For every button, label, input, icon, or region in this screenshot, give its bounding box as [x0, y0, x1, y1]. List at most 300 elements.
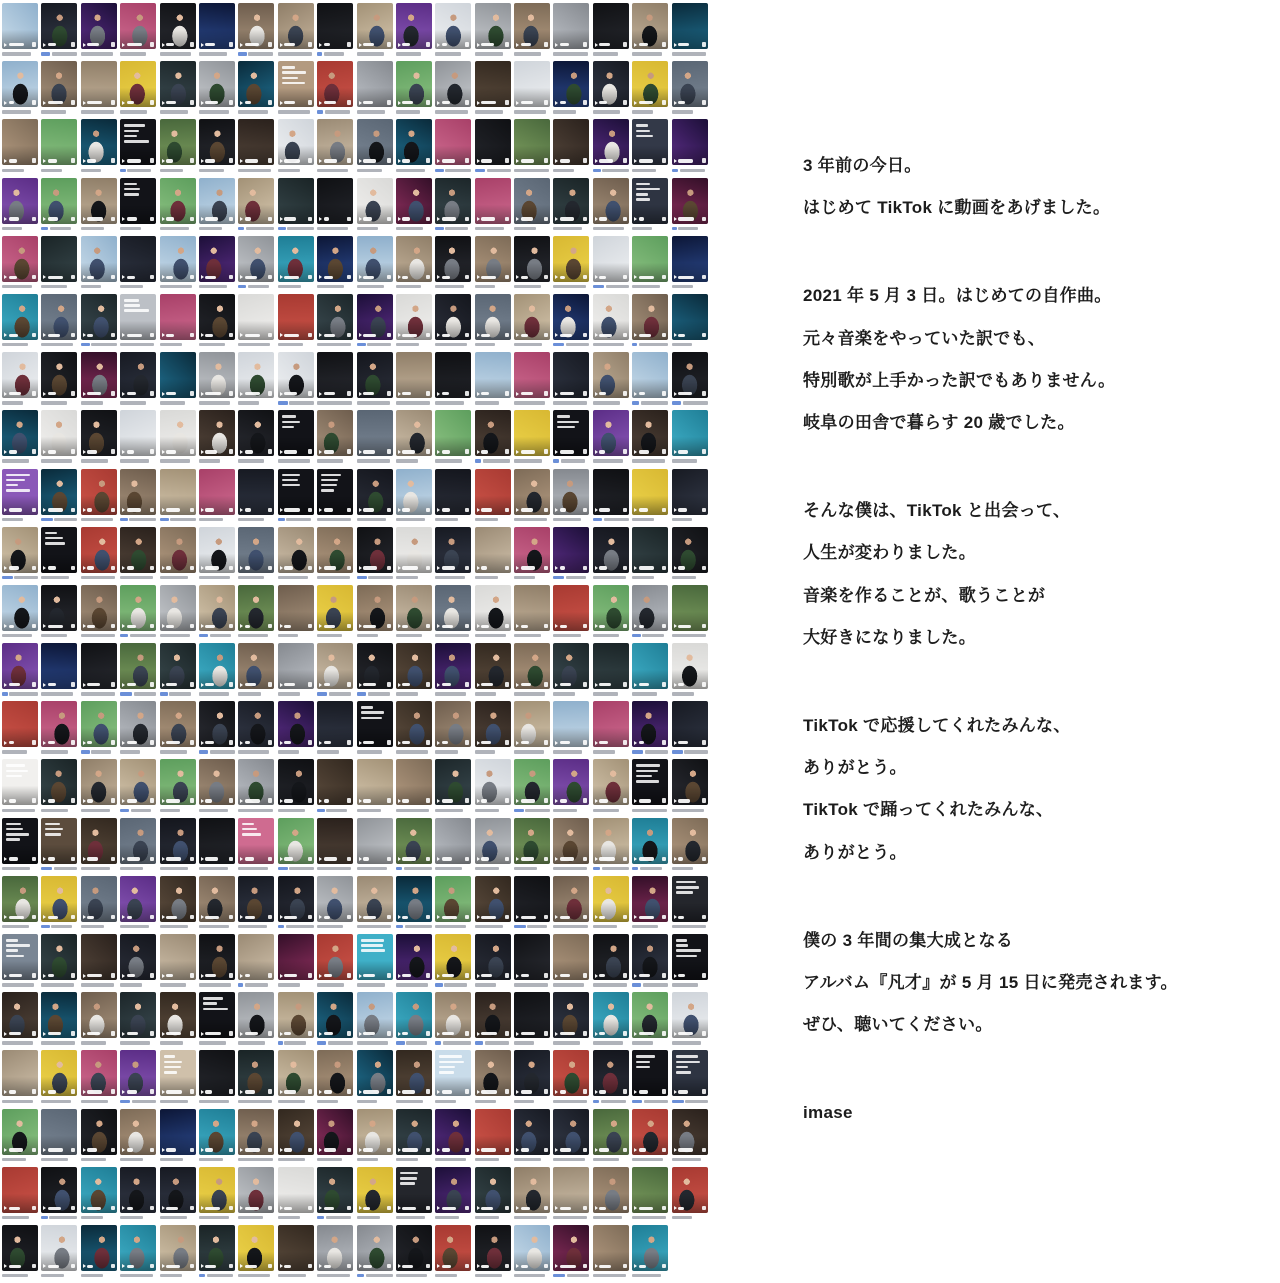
sound-icon	[190, 275, 194, 280]
video-thumbnail-cell	[396, 119, 432, 177]
video-thumbnail-cell	[238, 643, 274, 701]
caption-text-bar	[672, 1215, 708, 1220]
video-cover	[317, 352, 353, 398]
caption-text-bar	[120, 866, 156, 871]
play-icon	[437, 857, 440, 861]
video-cover	[120, 585, 156, 631]
sound-icon	[150, 1031, 154, 1036]
play-icon	[201, 1148, 204, 1152]
video-cover	[81, 527, 117, 573]
caption-text-bar	[514, 226, 550, 231]
view-count-overlay	[201, 450, 217, 454]
play-icon	[516, 217, 519, 221]
sound-icon	[623, 391, 627, 396]
play-icon	[634, 566, 637, 570]
play-icon	[437, 683, 440, 687]
view-count-overlay	[398, 1090, 415, 1094]
view-count-overlay	[634, 799, 651, 803]
sound-icon	[190, 158, 194, 163]
video-cover	[238, 352, 274, 398]
video-thumbnail-cell	[160, 119, 196, 177]
play-icon	[634, 275, 637, 279]
video-thumbnail-cell	[160, 236, 196, 294]
sound-icon	[347, 42, 351, 47]
caption-text-bar	[553, 52, 589, 57]
caption-text-bar	[2, 983, 38, 988]
video-cover	[120, 294, 156, 340]
video-thumbnail-cell	[199, 3, 235, 61]
caption-text-bar	[81, 284, 117, 289]
view-count-overlay	[319, 1206, 334, 1210]
view-count-overlay	[398, 741, 410, 745]
view-count-overlay	[595, 915, 605, 919]
view-count-overlay	[437, 741, 447, 745]
view-count-overlay	[201, 392, 221, 396]
video-thumbnail-cell	[2, 643, 38, 701]
sound-icon	[583, 682, 587, 687]
video-thumbnail-cell	[632, 1109, 668, 1167]
sound-icon	[505, 798, 509, 803]
play-icon	[437, 101, 440, 105]
video-cover	[553, 1167, 589, 1213]
view-count-overlay	[122, 333, 142, 337]
video-thumbnail-cell	[435, 527, 471, 585]
caption-text-bar	[120, 459, 156, 464]
view-count-overlay	[122, 508, 141, 512]
video-thumbnail-cell	[475, 992, 511, 1050]
video-cover	[672, 527, 708, 573]
view-count-overlay	[477, 217, 495, 221]
caption-text-bar	[396, 168, 432, 173]
play-icon	[280, 450, 283, 454]
video-cover	[238, 410, 274, 456]
video-cover	[475, 1109, 511, 1155]
play-icon	[595, 450, 598, 454]
sound-icon	[702, 915, 706, 920]
video-cover	[475, 876, 511, 922]
sound-icon	[268, 566, 272, 571]
video-thumbnail-cell	[278, 1225, 314, 1283]
sound-icon	[544, 508, 548, 513]
video-thumbnail-cell	[278, 119, 314, 177]
video-cover	[278, 352, 314, 398]
play-icon	[43, 1090, 46, 1094]
play-icon	[280, 159, 283, 163]
play-icon	[83, 392, 86, 396]
video-cover	[593, 1109, 629, 1155]
play-icon	[83, 857, 86, 861]
play-icon	[359, 1032, 362, 1036]
view-count-overlay	[674, 857, 684, 861]
view-count-overlay	[122, 392, 136, 396]
sound-icon	[544, 740, 548, 745]
sound-icon	[308, 449, 312, 454]
view-count-overlay	[477, 1090, 497, 1094]
view-count-overlay	[595, 683, 611, 687]
caption-text-bar	[199, 110, 235, 115]
play-icon	[674, 1206, 677, 1210]
view-count-overlay	[240, 450, 252, 454]
video-cover	[553, 527, 589, 573]
sound-icon	[308, 624, 312, 629]
caption-text-bar	[357, 226, 393, 231]
play-icon	[359, 624, 362, 628]
video-cover	[2, 3, 38, 49]
sound-icon	[702, 798, 706, 803]
caption-text-bar	[41, 1215, 77, 1220]
video-cover	[475, 178, 511, 224]
play-icon	[477, 43, 480, 47]
video-cover	[120, 178, 156, 224]
sound-icon	[544, 624, 548, 629]
video-thumbnail-cell	[317, 1109, 353, 1167]
caption-text-bar	[199, 1041, 235, 1046]
video-cover	[435, 1167, 471, 1213]
video-thumbnail-cell	[238, 701, 274, 759]
play-icon	[122, 508, 125, 512]
caption-text-bar	[553, 983, 589, 988]
view-count-overlay	[201, 974, 216, 978]
play-icon	[240, 1264, 243, 1268]
play-icon	[43, 624, 46, 628]
view-count-overlay	[437, 974, 454, 978]
video-thumbnail-cell	[81, 643, 117, 701]
sound-icon	[150, 333, 154, 338]
video-cover	[514, 992, 550, 1038]
play-icon	[674, 741, 677, 745]
video-cover	[396, 469, 432, 515]
sound-icon	[347, 1264, 351, 1269]
video-cover	[238, 236, 274, 282]
letter-paragraph-intro	[803, 145, 1243, 229]
play-icon	[477, 624, 480, 628]
video-cover	[199, 759, 235, 805]
video-thumbnail-cell	[632, 992, 668, 1050]
video-thumbnail-cell	[278, 1050, 314, 1108]
caption-text-bar	[238, 517, 274, 522]
video-thumbnail-cell	[357, 469, 393, 527]
caption-text-bar	[81, 575, 117, 580]
video-thumbnail-cell	[357, 178, 393, 236]
play-icon	[398, 683, 401, 687]
play-icon	[555, 566, 558, 570]
caption-text-bar	[2, 1099, 38, 1104]
video-cover	[514, 701, 550, 747]
video-cover	[2, 352, 38, 398]
view-count-overlay	[516, 43, 531, 47]
view-count-overlay	[437, 217, 456, 221]
caption-text-bar	[514, 1157, 550, 1162]
video-thumbnail-cell	[199, 759, 235, 817]
sound-icon	[268, 1206, 272, 1211]
video-cover	[2, 61, 38, 107]
play-icon	[83, 799, 86, 803]
video-thumbnail-cell	[396, 178, 432, 236]
letter-line: 僕の 3 年間の集大成となる	[803, 930, 1014, 950]
sound-icon	[583, 1031, 587, 1036]
caption-text-bar	[81, 1041, 117, 1046]
play-icon	[595, 43, 598, 47]
play-icon	[162, 1264, 165, 1268]
video-cover	[238, 759, 274, 805]
video-cover	[81, 818, 117, 864]
sound-icon	[505, 682, 509, 687]
play-icon	[280, 1264, 283, 1268]
view-count-overlay	[359, 683, 377, 687]
view-count-overlay	[674, 333, 686, 337]
sound-icon	[387, 158, 391, 163]
video-thumbnail-cell	[317, 178, 353, 236]
play-icon	[43, 1264, 46, 1268]
caption-text-bar	[632, 168, 668, 173]
sound-icon	[308, 1148, 312, 1153]
caption-text-bar	[199, 575, 235, 580]
video-cover	[238, 643, 274, 689]
view-count-overlay	[162, 159, 173, 163]
video-thumbnail-cell	[553, 643, 589, 701]
video-thumbnail-cell	[396, 876, 432, 934]
video-thumbnail-cell	[672, 934, 708, 992]
view-count-overlay	[359, 1148, 374, 1152]
letter-line: ぜひ、聴いてください。	[803, 1015, 993, 1035]
play-icon	[674, 217, 677, 221]
play-icon	[122, 392, 125, 396]
video-thumbnail-cell	[357, 992, 393, 1050]
video-cover	[238, 1109, 274, 1155]
video-thumbnail-cell	[632, 119, 668, 177]
video-thumbnail-cell	[41, 3, 77, 61]
video-cover	[475, 352, 511, 398]
video-cover	[435, 527, 471, 573]
caption-text-bar	[593, 750, 629, 755]
caption-text-bar	[2, 168, 38, 173]
play-icon	[477, 683, 480, 687]
video-thumbnail-cell	[435, 178, 471, 236]
view-count-overlay	[43, 392, 56, 396]
sound-icon	[387, 275, 391, 280]
video-cover	[593, 876, 629, 922]
sound-icon	[347, 798, 351, 803]
play-icon	[634, 741, 637, 745]
sound-icon	[583, 508, 587, 513]
video-thumbnail-cell	[435, 701, 471, 759]
video-cover	[41, 352, 77, 398]
sound-icon	[150, 1264, 154, 1269]
play-icon	[398, 624, 401, 628]
sound-icon	[583, 1089, 587, 1094]
view-count-overlay	[4, 159, 17, 163]
video-cover	[199, 818, 235, 864]
sound-icon	[150, 42, 154, 47]
caption-text-bar	[199, 924, 235, 929]
caption-text-bar	[475, 401, 511, 406]
caption-text-bar	[41, 866, 77, 871]
play-icon	[555, 43, 558, 47]
view-count-overlay	[122, 857, 140, 861]
sound-icon	[583, 100, 587, 105]
video-cover	[632, 527, 668, 573]
video-thumbnail-cell	[632, 876, 668, 934]
caption-text-bar	[514, 284, 550, 289]
sound-icon	[387, 449, 391, 454]
view-count-overlay	[477, 1206, 493, 1210]
view-count-overlay	[555, 683, 571, 687]
play-icon	[477, 1090, 480, 1094]
view-count-overlay	[83, 1206, 101, 1210]
play-icon	[437, 974, 440, 978]
sound-icon	[623, 333, 627, 338]
play-icon	[437, 915, 440, 919]
video-thumbnail-cell	[120, 934, 156, 992]
play-icon	[280, 566, 283, 570]
sound-icon	[229, 333, 233, 338]
play-icon	[43, 566, 46, 570]
video-cover	[160, 469, 196, 515]
view-count-overlay	[634, 1264, 646, 1268]
video-thumbnail-cell	[120, 119, 156, 177]
view-count-overlay	[398, 159, 410, 163]
video-thumbnail-cell	[396, 1167, 432, 1225]
video-cover	[672, 934, 708, 980]
video-thumbnail-cell	[81, 178, 117, 236]
sound-icon	[268, 915, 272, 920]
caption-text-bar	[317, 110, 353, 115]
video-cover	[238, 3, 274, 49]
play-icon	[674, 508, 677, 512]
video-cover	[41, 934, 77, 980]
video-cover	[475, 410, 511, 456]
view-count-overlay	[555, 450, 574, 454]
play-icon	[319, 799, 322, 803]
caption-text-bar	[632, 866, 668, 871]
caption-text-bar	[2, 808, 38, 813]
play-icon	[437, 1148, 440, 1152]
caption-text-bar	[160, 459, 196, 464]
video-thumbnail-cell	[2, 3, 38, 61]
play-icon	[555, 683, 558, 687]
video-thumbnail-cell	[317, 1167, 353, 1225]
sound-icon	[505, 100, 509, 105]
sound-icon	[308, 798, 312, 803]
view-count-overlay	[83, 450, 97, 454]
view-count-overlay	[319, 1032, 333, 1036]
view-count-overlay	[4, 450, 17, 454]
caption-text-bar	[41, 401, 77, 406]
caption-text-bar	[672, 226, 708, 231]
sound-icon	[702, 1089, 706, 1094]
play-icon	[437, 275, 440, 279]
caption-text-bar	[435, 110, 471, 115]
caption-text-bar	[41, 110, 77, 115]
play-icon	[43, 683, 46, 687]
video-cover	[81, 1050, 117, 1096]
video-thumbnail-cell	[514, 61, 550, 119]
sound-icon	[32, 624, 36, 629]
caption-text-bar	[317, 866, 353, 871]
play-icon	[398, 1032, 401, 1036]
sound-icon	[505, 275, 509, 280]
sound-icon	[32, 100, 36, 105]
view-count-overlay	[162, 741, 180, 745]
caption-text-bar	[672, 1099, 708, 1104]
caption-text-bar	[2, 517, 38, 522]
video-cover	[317, 61, 353, 107]
view-count-overlay	[477, 857, 489, 861]
video-cover	[41, 701, 77, 747]
view-count-overlay	[319, 43, 330, 47]
caption-text-bar	[317, 401, 353, 406]
view-count-overlay	[240, 1206, 259, 1210]
video-cover	[357, 585, 393, 631]
play-icon	[634, 333, 637, 337]
view-count-overlay	[359, 624, 376, 628]
video-thumbnail-cell	[2, 410, 38, 468]
sound-icon	[32, 1148, 36, 1153]
play-icon	[359, 450, 362, 454]
sound-icon	[32, 1264, 36, 1269]
caption-text-bar	[81, 1215, 117, 1220]
sound-icon	[229, 217, 233, 222]
video-cover	[475, 1167, 511, 1213]
play-icon	[240, 974, 243, 978]
caption-text-bar	[2, 459, 38, 464]
sound-icon	[32, 915, 36, 920]
play-icon	[516, 624, 519, 628]
sound-icon	[465, 682, 469, 687]
video-cover	[357, 3, 393, 49]
video-cover	[553, 61, 589, 107]
video-cover	[2, 934, 38, 980]
view-count-overlay	[674, 450, 688, 454]
sound-icon	[387, 1148, 391, 1153]
caption-text-bar	[120, 226, 156, 231]
sound-icon	[190, 740, 194, 745]
video-cover	[317, 178, 353, 224]
video-thumbnail-cell	[396, 643, 432, 701]
play-icon	[162, 974, 165, 978]
caption-text-bar	[632, 284, 668, 289]
sound-icon	[111, 1089, 115, 1094]
caption-text-bar	[317, 284, 353, 289]
play-icon	[437, 159, 440, 163]
view-count-overlay	[634, 333, 651, 337]
caption-text-bar	[396, 1041, 432, 1046]
play-icon	[162, 217, 165, 221]
caption-text-bar	[238, 110, 274, 115]
video-cover	[120, 934, 156, 980]
play-icon	[319, 741, 322, 745]
play-icon	[280, 915, 283, 919]
play-icon	[201, 217, 204, 221]
video-cover	[514, 759, 550, 805]
video-thumbnail-cell	[238, 1050, 274, 1108]
caption-text-bar	[199, 517, 235, 522]
caption-text-bar	[120, 517, 156, 522]
video-cover	[435, 1225, 471, 1271]
view-count-overlay	[437, 915, 456, 919]
play-icon	[83, 915, 86, 919]
video-thumbnail-cell	[632, 61, 668, 119]
view-count-overlay	[398, 624, 408, 628]
sound-icon	[32, 740, 36, 745]
video-thumbnail-cell	[278, 527, 314, 585]
caption-text-bar	[238, 1274, 274, 1279]
caption-text-bar	[2, 401, 38, 406]
caption-text-bar	[396, 517, 432, 522]
video-cover	[553, 876, 589, 922]
video-cover	[514, 585, 550, 631]
sound-icon	[190, 1206, 194, 1211]
